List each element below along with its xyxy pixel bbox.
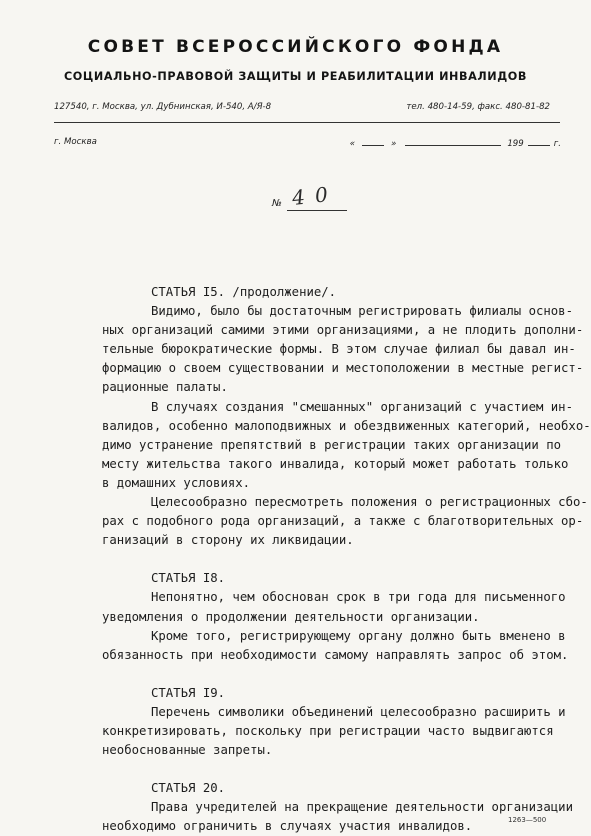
- document-number-line: [287, 210, 347, 211]
- letterhead-address: 127540, г. Москва, ул. Дубнинская, И-540, А/Я-8: [54, 102, 272, 112]
- body-line: необоснованные запреты.: [102, 743, 273, 758]
- body-line: в домашних условиях.: [102, 475, 251, 490]
- date-year-prefix: 199: [507, 139, 524, 149]
- body-line: Целесообразно пересмотреть положения о регистрационных сбо-: [151, 495, 588, 510]
- body-line: рационные палаты.: [102, 380, 228, 395]
- document-number-handwritten: 4 0: [290, 182, 331, 210]
- body-line: ганизаций в сторону их ликвидации.: [102, 533, 354, 548]
- article-heading: СТАТЬЯ 20.: [151, 781, 226, 796]
- paragraph-gap: [102, 665, 572, 684]
- letterhead-city: г. Москва: [54, 137, 97, 147]
- body-line: необходимо ограничить в случаях участия инвалидов.: [102, 819, 473, 834]
- body-line: Непонятно, чем обоснован срок в три года для письменного: [151, 590, 566, 605]
- body-line: Видимо, было бы достаточным регистрировать филиалы основ-: [151, 304, 573, 319]
- body-line: В случаях создания "смешанных" организаций с участием ин-: [151, 399, 573, 414]
- date-quote-close: »: [391, 139, 397, 149]
- letterhead-subtitle: СОЦИАЛЬНО-ПРАВОВОЙ ЗАЩИТЫ И РЕАБИЛИТАЦИИ ИНВАЛИДОВ: [63, 70, 528, 83]
- body-line: формацию о своем существовании и местоположении в местные регист-: [102, 361, 584, 376]
- body-line: Кроме того, регистрирующему органу должно быть вменено в: [151, 628, 566, 643]
- article-heading: СТАТЬЯ I8.: [151, 571, 226, 586]
- body-line: Права учредителей на прекращение деятельности организации: [151, 800, 573, 815]
- document-number-label: №: [272, 198, 282, 209]
- body-line: димо устранение препятствий в регистрации таких организации по: [102, 437, 562, 452]
- body-line: обязанность при необходимости самому направлять запрос об этом.: [102, 647, 569, 662]
- body-line: валидов, особенно малоподвижных и обездвиженных категорий, необхо-: [102, 418, 591, 433]
- body-line: ных организаций самими этими организациями, а не плодить дополни-: [102, 323, 584, 338]
- print-code: 1263—500: [508, 816, 547, 824]
- article-heading: СТАТЬЯ I5. /продолжение/.: [151, 285, 337, 299]
- article-heading: СТАТЬЯ I9.: [151, 685, 226, 700]
- body-line: уведомления о продолжении деятельности организации.: [102, 609, 480, 624]
- body-line: конкретизировать, поскольку при регистрации часто выдвигаются: [102, 723, 554, 738]
- date-year-blank: [528, 137, 550, 146]
- body-line: Перечень символики объединений целесообразно расширить и: [151, 704, 566, 719]
- body-line: месту жительства такого инвалида, который может работать только: [102, 456, 569, 471]
- body-line: тельные бюрократические формы. В этом случае филиал бы давал ин-: [102, 342, 576, 357]
- date-month-blank: [405, 137, 501, 146]
- letterhead-divider: [54, 122, 560, 123]
- paragraph-gap: [102, 550, 572, 569]
- document-body: [102, 283, 591, 836]
- letterhead-title: СОВЕТ ВСЕРОССИЙСКОГО ФОНДА: [87, 37, 504, 57]
- date-day-blank: [362, 137, 384, 146]
- date-quote-open: «: [349, 139, 356, 149]
- body-line: рах с подобного рода организаций, а также с благотворительных ор-: [102, 514, 584, 529]
- letterhead-phones: тел. 480-14-59, факс. 480-81-82: [406, 102, 550, 112]
- date-line: [347, 137, 561, 149]
- paragraph-gap: [102, 760, 572, 779]
- date-year-suffix: г.: [553, 139, 561, 149]
